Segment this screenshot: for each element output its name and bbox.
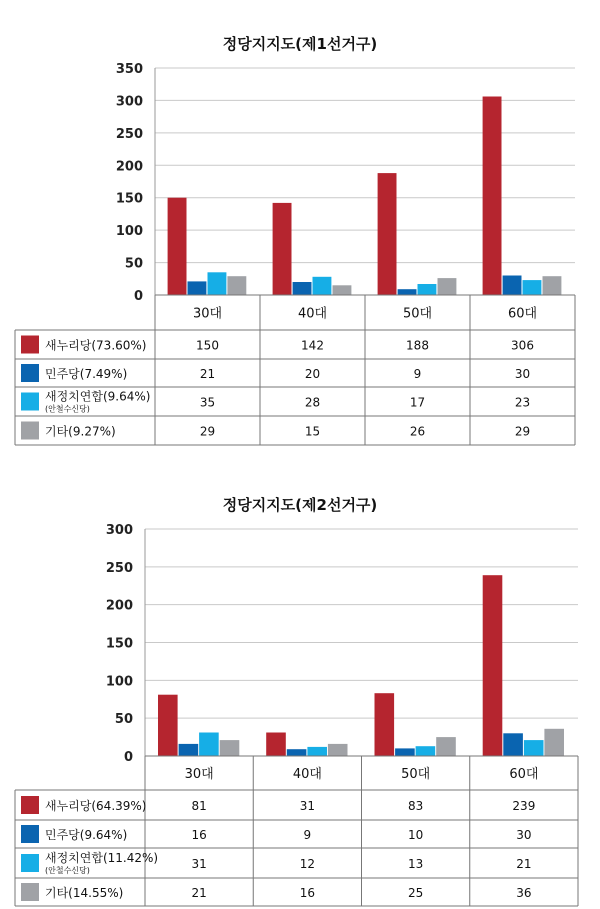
y-tick-label: 300	[105, 523, 133, 538]
bar	[168, 198, 187, 295]
bar	[544, 729, 564, 756]
y-tick-label: 0	[133, 289, 143, 304]
legend-label: 새정치연합(11.42%)	[45, 851, 159, 865]
bar	[523, 280, 542, 295]
bar	[483, 575, 503, 756]
bar	[503, 276, 522, 296]
bar	[395, 748, 415, 756]
bar	[524, 740, 544, 756]
data-cell: 12	[299, 857, 316, 871]
data-cell: 29	[514, 424, 531, 439]
bar	[543, 276, 562, 295]
bar	[307, 747, 327, 756]
legend-swatch	[21, 796, 39, 814]
data-cell: 142	[301, 338, 324, 353]
data-cell: 21	[191, 886, 207, 900]
category-label: 60대	[507, 306, 538, 322]
data-cell: 28	[304, 395, 321, 410]
data-cell: 20	[304, 367, 321, 381]
legend-label: 기타(14.55%)	[45, 886, 124, 900]
data-cell: 23	[514, 395, 531, 410]
category-label: 30대	[192, 306, 223, 322]
legend-label: 새누리당(73.60%)	[45, 338, 147, 353]
legend-swatch	[21, 883, 39, 901]
bar	[375, 693, 395, 756]
data-cell: 31	[299, 799, 316, 813]
bar	[418, 284, 437, 295]
y-tick-label: 350	[115, 62, 143, 77]
category-label: 30대	[184, 767, 214, 782]
legend-label: 민주당(9.64%)	[45, 828, 128, 842]
legend-label: 기타(9.27%)	[45, 424, 116, 439]
legend-swatch	[21, 422, 39, 440]
data-cell: 35	[199, 395, 216, 410]
data-cell: 30	[514, 367, 531, 381]
y-tick-label: 200	[115, 159, 143, 175]
chart-district-1	[0, 0, 600, 450]
y-tick-label: 100	[115, 224, 143, 240]
legend-sublabel: (안철수신당)	[45, 866, 90, 875]
bar	[220, 740, 240, 756]
y-tick-label: 200	[105, 598, 133, 614]
data-cell: 15	[304, 424, 321, 439]
bar	[416, 746, 436, 756]
category-label: 60대	[509, 767, 539, 782]
legend-swatch	[21, 336, 39, 354]
bar	[378, 173, 397, 295]
bar	[287, 749, 307, 756]
legend-label: 새정치연합(9.64%)	[45, 389, 151, 404]
data-cell: 9	[303, 828, 312, 842]
data-cell: 29	[199, 424, 216, 439]
y-tick-label: 150	[105, 636, 133, 652]
data-cell: 13	[407, 857, 424, 871]
bar	[328, 744, 348, 756]
data-cell: 150	[196, 338, 219, 353]
legend-swatch	[21, 364, 39, 382]
data-cell: 21	[516, 857, 532, 871]
data-cell: 21	[199, 367, 216, 381]
bar	[227, 276, 246, 295]
y-tick-label: 100	[105, 674, 133, 690]
bar	[208, 272, 227, 295]
y-tick-label: 300	[115, 94, 143, 110]
category-label: 40대	[297, 306, 328, 322]
category-label: 50대	[402, 306, 433, 322]
data-cell: 17	[409, 395, 426, 410]
data-cell: 239	[512, 799, 536, 813]
data-cell: 26	[409, 424, 426, 439]
data-cell: 83	[407, 799, 424, 813]
bar	[503, 733, 523, 756]
bar	[398, 289, 417, 295]
data-cell: 36	[516, 886, 532, 900]
data-cell: 9	[413, 367, 422, 381]
y-tick-label: 50	[124, 256, 143, 272]
y-tick-label: 0	[123, 750, 133, 765]
data-cell: 31	[191, 857, 207, 871]
data-cell: 16	[299, 886, 316, 900]
bar	[313, 277, 332, 295]
chart-title: 정당지지도(제2선거구)	[222, 496, 378, 514]
legend-label: 새누리당(64.39%)	[45, 799, 147, 813]
bar	[266, 733, 286, 757]
bar	[199, 733, 219, 757]
data-cell: 81	[191, 799, 207, 813]
legend-swatch	[21, 825, 39, 843]
data-cell: 30	[516, 828, 532, 842]
bar	[188, 281, 207, 295]
bar	[158, 695, 178, 756]
legend-swatch	[21, 393, 39, 411]
y-tick-label: 50	[114, 712, 133, 728]
category-label: 50대	[401, 767, 431, 782]
bar	[293, 282, 312, 295]
data-cell: 10	[407, 828, 424, 842]
chart-panel-district-2	[0, 470, 600, 909]
chart-title: 정당지지도(제1선거구)	[222, 35, 378, 53]
data-cell: 25	[407, 886, 424, 900]
data-cell: 306	[511, 338, 534, 353]
chart-district-2	[0, 470, 600, 909]
y-tick-label: 250	[115, 126, 143, 142]
bar	[179, 744, 199, 756]
legend-label: 민주당(7.49%)	[45, 367, 128, 381]
data-cell: 16	[191, 828, 207, 842]
y-tick-label: 150	[115, 191, 143, 207]
bar	[333, 285, 352, 295]
legend-swatch	[21, 854, 39, 872]
y-tick-label: 250	[105, 560, 133, 576]
bar	[436, 737, 456, 756]
chart-panel-district-1	[0, 0, 600, 450]
category-label: 40대	[292, 767, 322, 782]
legend-sublabel: (안철수신당)	[45, 404, 90, 414]
data-cell: 188	[406, 338, 429, 353]
bar	[273, 203, 292, 295]
bar	[483, 97, 502, 296]
bar	[438, 278, 457, 295]
